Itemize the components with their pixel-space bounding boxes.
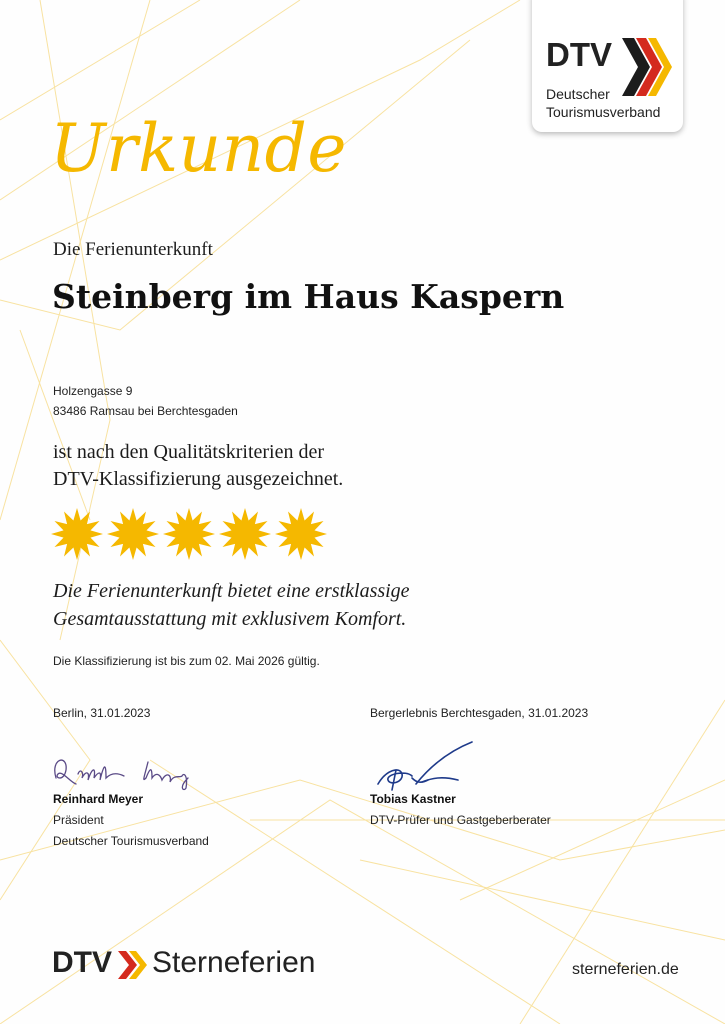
description-line-2: Gesamtausstattung mit exklusivem Komfort. <box>53 608 407 630</box>
validity-text: Die Klassifizierung ist bis zum 02. Mai 2026 gültig. <box>53 654 320 668</box>
signature-tobias-kastner <box>372 740 482 796</box>
place-date-right: Bergerlebnis Berchtesgaden, 31.01.2023 <box>370 706 589 720</box>
certificate-title: Urkunde <box>50 110 347 187</box>
signatory-role-left-2: Deutscher Tourismusverband <box>53 834 209 848</box>
description-line-1: Die Ferienunterkunft bietet eine erstklassige <box>53 580 410 602</box>
dtv-chevron-icon <box>620 36 672 98</box>
criteria-line-1: ist nach den Qualitätskriterien der <box>53 441 325 463</box>
footer-brand-name: Sterneferien <box>152 946 316 979</box>
star-icon <box>51 508 103 560</box>
signatory-name-left: Reinhard Meyer <box>53 792 144 806</box>
footer-url[interactable]: sterneferien.de <box>572 961 679 978</box>
dtv-logo-badge <box>532 0 683 132</box>
property-name: Steinberg im Haus Kaspern <box>52 277 565 316</box>
intro-text: Die Ferienunterkunft <box>53 239 213 260</box>
signatory-name-right: Tobias Kastner <box>370 792 456 806</box>
star-icon <box>163 508 215 560</box>
star-icon <box>219 508 271 560</box>
signatory-role-left-1: Präsident <box>53 813 104 827</box>
logo-line-2: Tourismusverband <box>546 104 661 120</box>
star-rating <box>51 506 331 562</box>
logo-line-1: Deutscher <box>546 86 610 102</box>
place-date-left: Berlin, 31.01.2023 <box>53 706 151 720</box>
star-icon <box>107 508 159 560</box>
footer-logo-abbreviation: DTV <box>52 946 112 979</box>
address-street: Holzengasse 9 <box>53 384 133 398</box>
signatory-role-right-1: DTV-Prüfer und Gastgeberberater <box>370 813 551 827</box>
logo-abbreviation: DTV <box>546 36 612 73</box>
criteria-line-2: DTV-Klassifizierung ausgezeichnet. <box>53 468 344 490</box>
signature-reinhard-meyer <box>48 748 208 796</box>
footer-chevron-icon <box>117 950 153 980</box>
star-icon <box>275 508 327 560</box>
address-city: 83486 Ramsau bei Berchtesgaden <box>53 404 238 418</box>
